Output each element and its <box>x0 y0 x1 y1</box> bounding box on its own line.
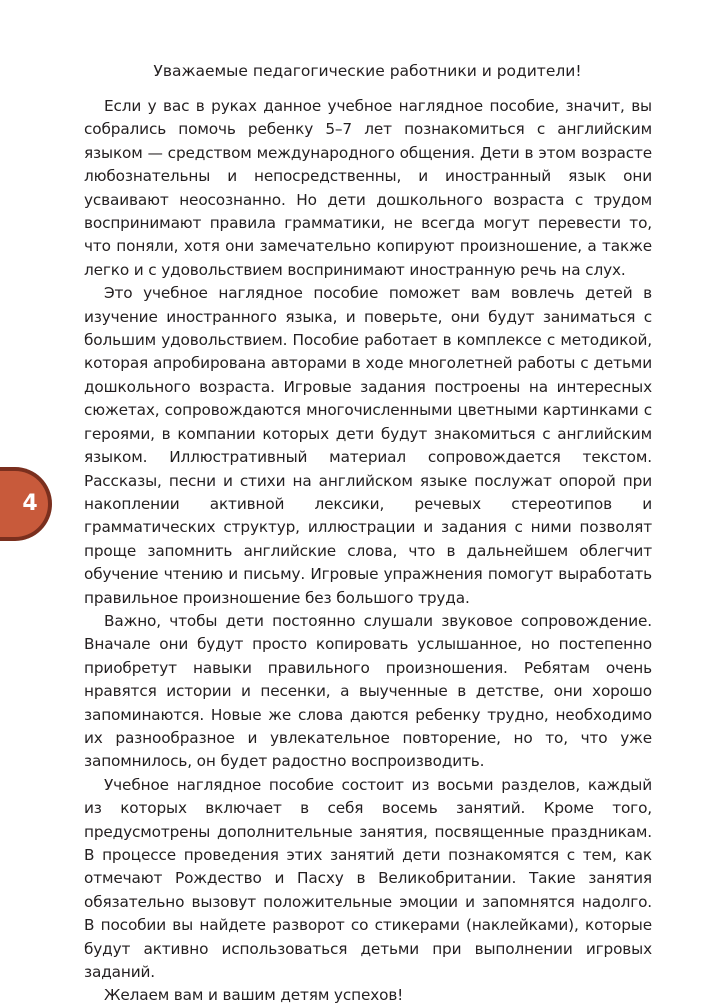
paragraph-manual-description: Это учебное наглядное пособие поможет вам вовлечь детей в изучение иностранного языка, и поверьте, они будут заниматься с большим удовольствием. Пособие работает в комплексе с методикой, которая апробирована авторами в ходе многолетней работы с детьми дошкольного возраста. Игровые задания построены на интересных сюжетах, сопровождаются многочисленными цветными картинками с героями, в компании которых дети будут знакомиться с английским языком. Иллюстративный материал сопровождается текстом. Рассказы, песни и стихи на английском языке послужат опорой при накоплении активной лексики, речевых стереотипов и грамматических структур, иллюстрации и задания с ними позволят проще запомнить английские слова, что в дальнейшем облегчит обучение чтению и письму. Игровые упражнения помогут выработать правильное произношение без большого труда. <box>84 284 652 607</box>
paragraph-audio: Важно, чтобы дети постоянно слушали звуковое сопровождение. Вначале они будут просто копировать услышанное, но постепенно приобретут навыки правильного произношения. Ребятам очень нравятся истории и песенки, а выученные в детстве, они хорошо запоминаются. Новые же слова даются ребенку трудно, необходимо их разнообразное и увлекательное повторение, но то, что уже запомнилось, он будет радостно воспроизводить. <box>84 611 652 771</box>
paragraph-intro: Если у вас в руках данное учебное наглядное пособие, значит, вы собрались помочь ребенку 5–7 лет познакомиться с английским языком — средством международного общения. Дети в этом возрасте любознательны и непосредственны, и иностранный язык они усваивают неосознанно. Но дети дошкольного возраста с трудом воспринимают правила грамматики, не всегда могут перевести то, что поняли, хотя они замечательно копируют произношение, а также легко и с удовольствием воспринимают иностранную речь на слух. <box>84 97 652 279</box>
body-text <box>84 95 652 1008</box>
page-number: 4 <box>22 491 38 516</box>
page-title: Уважаемые педагогические работники и родители! <box>153 62 582 80</box>
paragraph-closing: Желаем вам и вашим детям успехов! <box>104 986 404 1005</box>
paragraph-structure: Учебное наглядное пособие состоит из восьми разделов, каждый из которых включает в себя восемь занятий. Кроме того, предусмотрены дополнительные занятия, посвященные праздникам. В процессе проведения этих занятий дети познакомятся с тем, как отмечают Рождество и Пасху в Великобритании. Такие занятия обязательно вызовут положительные эмоции и запомнятся надолго. В пособии вы найдете разворот со стикерами (наклейками), которые будут активно использоваться детьми при выполнении игровых заданий. <box>84 775 652 982</box>
